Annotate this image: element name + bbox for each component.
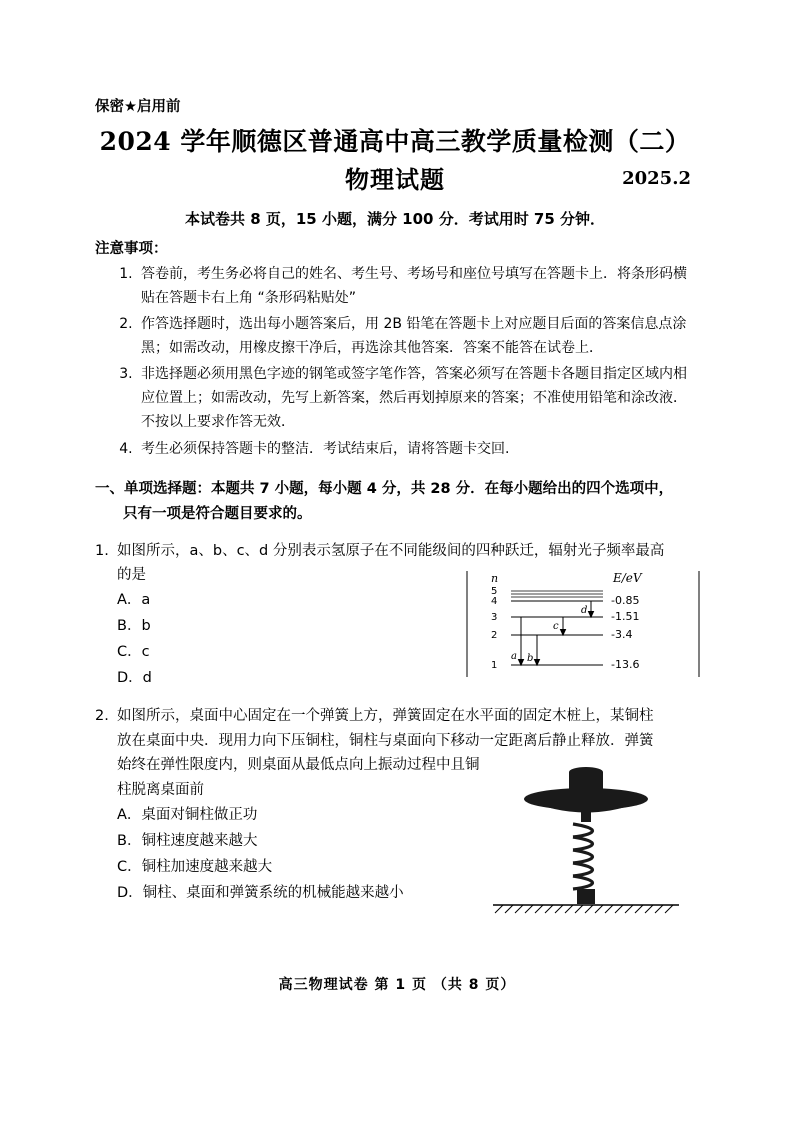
question-2-stem-line2: 放在桌面中央．现用力向下压铜柱，铜柱与桌面向下移动一定距离后静止释放．弹簧: [117, 732, 654, 749]
question-1: [95, 539, 695, 692]
energy-col-e-label: E/eV: [613, 570, 642, 585]
subject-title: 物理试题: [345, 165, 445, 194]
question-1-number: 1.: [95, 542, 109, 559]
subject-row: [95, 160, 695, 202]
question-2-option-c: C．铜柱加速度越来越大: [117, 858, 273, 875]
page-title: 2024 学年顺德区普通高中高三教学质量检测（二）: [99, 127, 691, 156]
question-1-option-a: A．a: [117, 592, 151, 609]
svg-text:-3.4: -3.4: [611, 627, 633, 641]
notice-list: [95, 262, 695, 461]
svg-text:1: 1: [491, 659, 498, 671]
question-2-stem-line3: 始终在弹性限度内，则桌面从最低点向上振动过程中且铜: [117, 757, 480, 774]
question-1-option-c: C．c: [117, 643, 150, 660]
page-footer: 高三物理试卷 第 1 页 （共 8 页）: [278, 977, 516, 993]
svg-text:c: c: [553, 620, 559, 632]
section-one-line1: 一、单项选择题：本题共 7 小题，每小题 4 分，共 28 分．在每小题给出的四个选项中，: [95, 480, 674, 497]
svg-text:-13.6: -13.6: [611, 657, 640, 671]
notice-item: 2. 作答选择题时，选出每小题答案后，用 2B 铅笔在答题卡上对应题目后面的答案信息点涂黑；如需改动，用橡皮擦干净后，再选涂其他答案．答案不能答在试卷上．: [137, 312, 695, 360]
section-one-line2: 只有一项是符合题目要求的。: [123, 505, 312, 522]
spring-table-copper-cylinder-diagram: [471, 766, 701, 918]
svg-text:4: 4: [491, 595, 498, 607]
svg-text:5: 5: [491, 585, 498, 597]
svg-text:-1.51: -1.51: [611, 609, 640, 623]
notice-item: 1. 答卷前，考生务必将自己的姓名、考生号、考场号和座位号填写在答题卡上．将条形码横贴在答题卡右上角 “条形码粘贴处”: [137, 262, 695, 310]
svg-text:2: 2: [491, 629, 498, 641]
question-2-stem-line1: 如图所示，桌面中心固定在一个弹簧上方，弹簧固定在水平面的固定木桩上，某铜柱: [117, 707, 654, 724]
notice-title: 注意事项：: [95, 241, 168, 257]
question-2-number: 2.: [95, 707, 109, 724]
page-content: [95, 95, 695, 907]
question-2-option-d: D．铜柱、桌面和弹簧系统的机械能越来越小: [117, 884, 404, 901]
question-1-option-d: D．d: [117, 669, 152, 686]
question-2: [95, 704, 695, 907]
question-1-option-b: B．b: [117, 618, 151, 635]
section-one-heading: [95, 477, 695, 527]
svg-text:b: b: [527, 652, 534, 664]
question-1-stem-line2: 的是: [117, 567, 146, 584]
question-1-stem-line1: 如图所示，a、b、c、d 分别表示氢原子在不同能级间的四种跃迁，辐射光子频率最高: [117, 542, 665, 559]
exam-info: 本试卷共 8 页，15 小题，满分 100 分．考试用时 75 分钟．: [184, 210, 606, 228]
energy-col-n-label: n: [491, 571, 499, 585]
question-2-option-a: A．桌面对铜柱做正功: [117, 807, 258, 824]
svg-text:3: 3: [491, 611, 498, 623]
secret-label: 保密★启用前: [95, 99, 181, 115]
svg-text:-0.85: -0.85: [611, 593, 640, 607]
notice-item: 4. 考生必须保持答题卡的整洁．考试结束后，请将答题卡交回.: [137, 437, 695, 461]
svg-text:d: d: [581, 604, 588, 616]
exam-date: 2025.2: [622, 168, 691, 189]
svg-text:a: a: [511, 650, 517, 662]
question-2-option-b: B．铜柱速度越来越大: [117, 833, 258, 850]
question-2-stem-line4: 柱脱离桌面前: [117, 782, 204, 799]
notice-item: 3. 非选择题必须用黑色字迹的钢笔或签字笔作答，答案必须写在答题卡各题目指定区域内相应位置上；如需改动，先写上新答案，然后再划掉原来的答案；不准使用铅笔和涂改液．不按以上要求作答无效．: [137, 362, 695, 434]
energy-level-diagram: [463, 569, 703, 679]
